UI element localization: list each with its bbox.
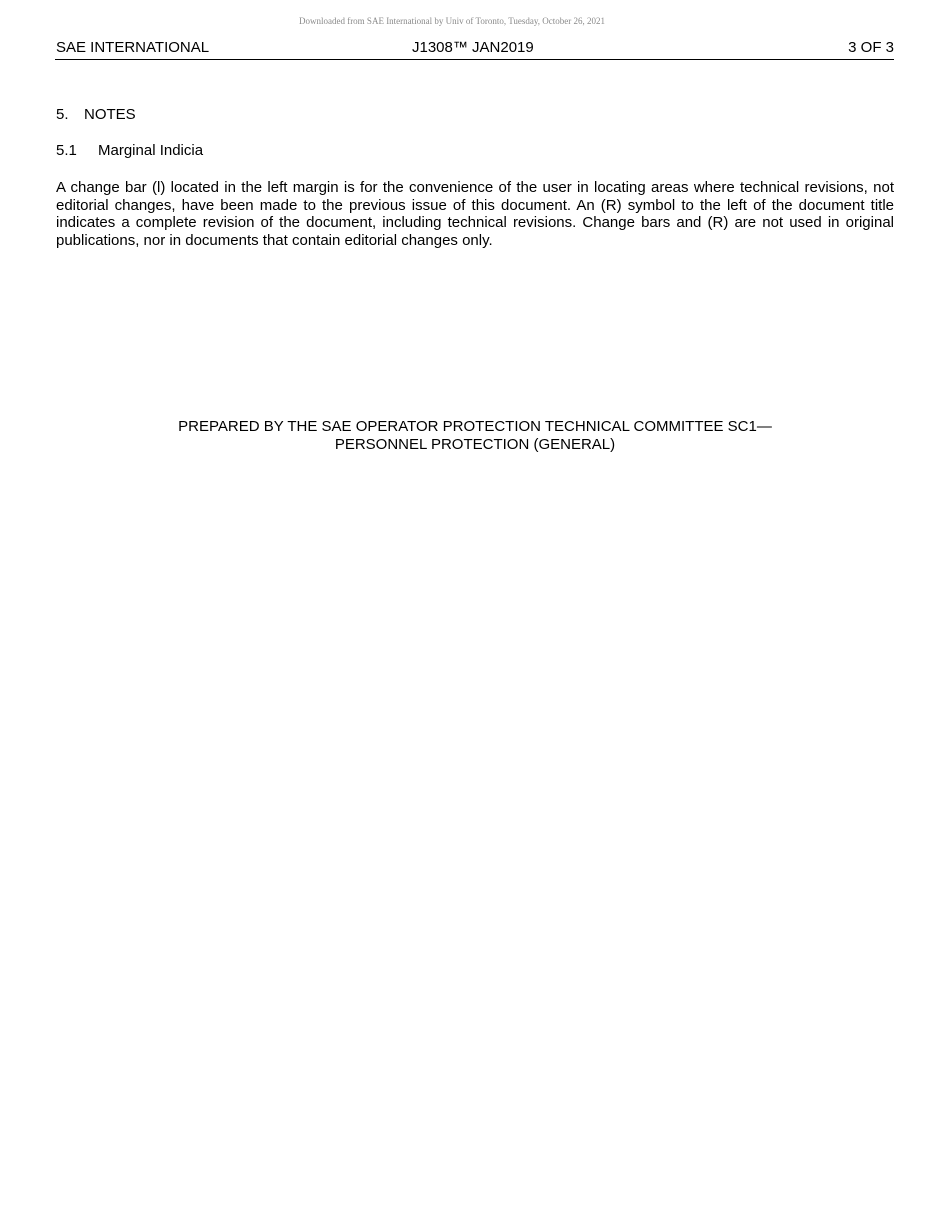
- header-organization: SAE INTERNATIONAL: [56, 39, 210, 56]
- section-heading: [56, 106, 136, 124]
- prepared-by-line-2: PERSONNEL PROTECTION (GENERAL): [334, 436, 616, 453]
- page-header: [56, 38, 894, 58]
- header-divider: [55, 59, 894, 60]
- subsection-heading: [56, 142, 203, 160]
- body-paragraph: A change bar (l) located in the left margin is for the convenience of the user in locating areas where technical revisions, not editorial changes, have been made to the previous issue of this document. An (R) symbol to the left of the document title indicates a complete revision of the document, including technical revisions. Change bars and (R) are not used in original publications, nor in documents that contain editorial changes only.: [56, 179, 894, 249]
- subsection-title: Marginal Indicia: [98, 142, 204, 159]
- header-document-id: J1308™ JAN2019: [412, 39, 534, 56]
- prepared-by-line-1: PREPARED BY THE SAE OPERATOR PROTECTION TECHNICAL COMMITTEE SC1—: [178, 418, 772, 435]
- section-title: NOTES: [84, 106, 136, 123]
- section-number: 5.: [56, 106, 69, 123]
- header-page-number: 3 OF 3: [848, 39, 894, 56]
- subsection-number: 5.1: [56, 142, 77, 159]
- download-watermark: Downloaded from SAE International by Univ of Toronto, Tuesday, October 26, 2021: [298, 16, 606, 26]
- prepared-by-statement: [56, 418, 894, 454]
